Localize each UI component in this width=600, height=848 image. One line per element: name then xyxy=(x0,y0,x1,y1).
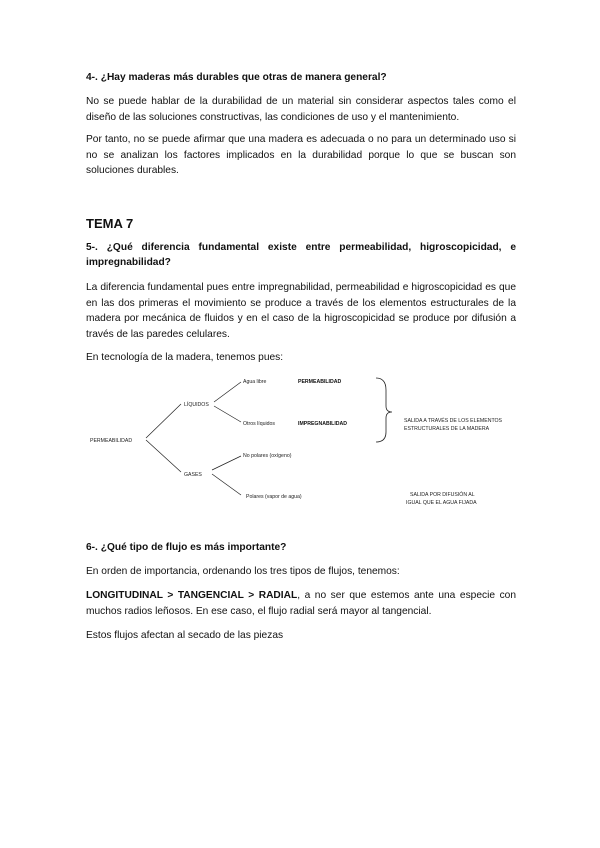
label-permeabilidad: PERMEABILIDAD xyxy=(298,379,342,385)
line-root-liquidos xyxy=(146,404,181,438)
question-6-paragraph-1: En orden de importancia, ordenando los tres tipos de flujos, tenemos: xyxy=(86,566,400,577)
question-6-title: 6-. ¿Qué tipo de flujo es más importante? xyxy=(86,542,287,553)
flow-order: LONGITUDINAL > TANGENCIAL > RADIAL xyxy=(86,590,298,601)
question-4-paragraph-2: Por tanto, no se puede afirmar que una madera es adecuada o no para un determinado uso si no se analizan los factores implicados en la durabilidad porque lo que se buscan son soluciones durables. xyxy=(86,134,516,176)
node-otros-liquidos: Otros líquidos xyxy=(243,421,276,427)
line-liquidos-otros xyxy=(214,406,241,422)
question-6-paragraph-3: Estos flujos afectan al secado de las piezas xyxy=(86,630,284,641)
flow-order-explanation: , a no ser que estemos ante una especie con muchos radios leñosos. En ese caso, el flujo radial será mayor al tangencial. xyxy=(86,590,516,617)
question-5-paragraph-2: En tecnología de la madera, tenemos pues: xyxy=(86,352,284,363)
question-5-title: 5-. ¿Qué diferencia fundamental existe entre permeabilidad, higroscopicidad, e impregnabilidad? xyxy=(86,242,516,268)
question-6-paragraph-2 xyxy=(86,588,516,619)
node-gases: GASES xyxy=(184,472,202,478)
label-impregnabilidad: IMPREGNABILIDAD xyxy=(298,421,347,427)
question-4-title: 4-. ¿Hay maderas más durables que otras de manera general? xyxy=(86,72,387,83)
line-gases-polares xyxy=(212,474,241,495)
node-polares: Polares (vapor de agua) xyxy=(246,494,302,500)
node-no-polares: No polares (oxígeno) xyxy=(243,453,292,459)
note-elementos-line-1: SALIDA A TRAVÉS DE LOS ELEMENTOS xyxy=(404,418,503,424)
note-difusion-line-2: IGUAL QUE EL AGUA FIJADA xyxy=(406,500,477,506)
question-5-paragraph-1: La diferencia fundamental pues entre impregnabilidad, permeabilidad e higroscopicidad es que en las dos primeras el movimiento se produce a través de los elementos estructurales de la madera por mecánica de fluidos y en el caso de la higroscopicidad se produce por difusión a través de las paredes celulares. xyxy=(86,282,516,340)
question-4-paragraph-1: No se puede hablar de la durabilidad de un material sin considerar aspectos tales como el diseño de las soluciones constructivas, las condiciones de uso y el mantenimiento. xyxy=(86,96,516,123)
permeability-diagram xyxy=(86,368,516,518)
note-elementos-line-2: ESTRUCTURALES DE LA MADERA xyxy=(404,426,490,432)
node-liquidos: LÍQUIDOS xyxy=(184,402,209,408)
node-agua-libre: Agua libre xyxy=(243,379,267,385)
section-heading-tema-7: TEMA 7 xyxy=(86,216,134,231)
diagram-branch-lines xyxy=(146,382,241,495)
line-gases-nopolares xyxy=(212,456,241,470)
line-liquidos-agua xyxy=(214,382,241,402)
brace-icon xyxy=(376,378,392,442)
node-permeabilidad-root: PERMEABILIDAD xyxy=(90,438,133,444)
note-difusion-line-1: SALIDA POR DIFUSIÓN AL xyxy=(410,492,475,498)
line-root-gases xyxy=(146,440,181,472)
